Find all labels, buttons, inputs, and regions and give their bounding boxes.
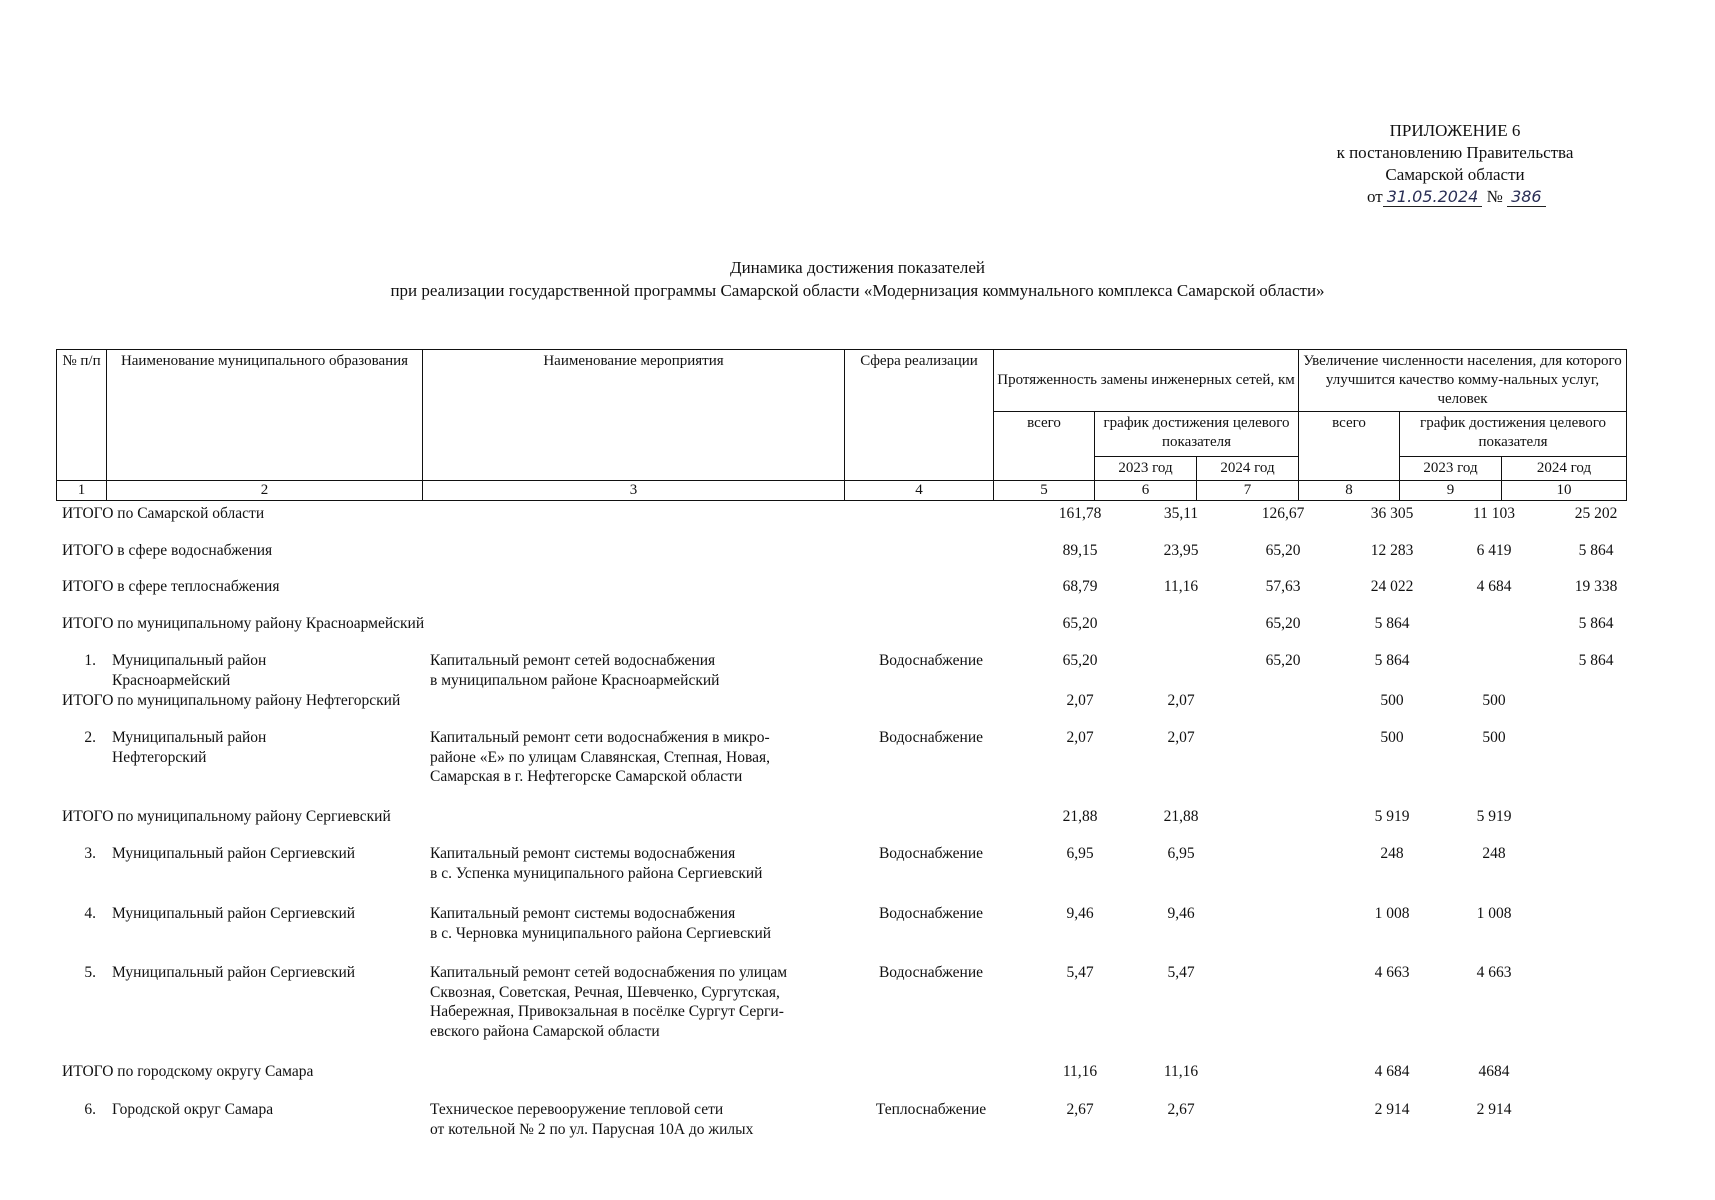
value-v10: 25 202 bbox=[1574, 505, 1618, 522]
municipality-line: Нефтегорский bbox=[112, 748, 207, 766]
value-v10: 5 864 bbox=[1578, 652, 1614, 669]
value-v8: 1 008 bbox=[1374, 905, 1410, 922]
document-heading bbox=[0, 256, 1715, 302]
total-row bbox=[56, 691, 1626, 728]
header-population-2023: 2023 год bbox=[1400, 457, 1502, 481]
handwritten-date: 31.05.2024 bbox=[1383, 187, 1483, 207]
activity-line: в муниципальном районе Красноармейский bbox=[430, 671, 720, 689]
col-number: 4 bbox=[845, 481, 994, 501]
total-row bbox=[56, 541, 1626, 578]
table-row bbox=[56, 1100, 1626, 1140]
col-number: 6 bbox=[1095, 481, 1197, 501]
value-v6: 11,16 bbox=[1163, 578, 1199, 595]
activity-name bbox=[430, 904, 850, 943]
indicator-table-header bbox=[56, 349, 1627, 501]
header-number-row bbox=[57, 481, 1627, 501]
header-col-activity: Наименование мероприятия bbox=[423, 350, 845, 481]
table-row bbox=[56, 651, 1626, 691]
value-v5: 9,46 bbox=[1066, 905, 1094, 922]
total-label: ИТОГО по Самарской области bbox=[62, 505, 265, 522]
handwritten-number: 386 bbox=[1507, 187, 1546, 207]
value-v10: 5 864 bbox=[1578, 615, 1614, 632]
municipality-name bbox=[112, 1100, 422, 1120]
value-v8: 4 684 bbox=[1374, 1063, 1410, 1080]
value-v8: 5 864 bbox=[1374, 615, 1410, 632]
col-number: 1 bbox=[57, 481, 107, 501]
value-v9: 2 914 bbox=[1476, 1101, 1512, 1118]
value-v6: 5,47 bbox=[1167, 964, 1195, 981]
value-v6: 9,46 bbox=[1167, 905, 1195, 922]
value-v8: 12 283 bbox=[1370, 542, 1414, 559]
value-v7: 65,20 bbox=[1265, 615, 1301, 632]
table-row bbox=[56, 963, 1626, 1062]
municipality-name bbox=[112, 904, 422, 924]
total-row bbox=[56, 577, 1626, 614]
activity-name bbox=[430, 963, 850, 1041]
row-number: 5. bbox=[84, 964, 96, 981]
value-v8: 36 305 bbox=[1370, 505, 1414, 522]
value-v5: 21,88 bbox=[1062, 808, 1098, 825]
activity-line: Капитальный ремонт сетей водоснабжения по улицам bbox=[430, 964, 788, 981]
municipality-line: Красноармейский bbox=[112, 671, 231, 689]
municipality-name bbox=[112, 844, 422, 864]
total-label: ИТОГО по городскому округу Самара bbox=[62, 1063, 314, 1080]
header-length-schedule: график достижения целевого показателя bbox=[1095, 412, 1299, 457]
col-number: 2 bbox=[107, 481, 423, 501]
value-v8: 2 914 bbox=[1374, 1101, 1410, 1118]
value-v5: 2,67 bbox=[1066, 1101, 1094, 1118]
value-v7: 126,67 bbox=[1261, 505, 1305, 522]
header-length-2023: 2023 год bbox=[1095, 457, 1197, 481]
activity-line: Набережная, Привокзальная в посёлке Сургут Серги- bbox=[430, 1003, 784, 1020]
value-v10: 19 338 bbox=[1574, 578, 1618, 595]
value-v8: 24 022 bbox=[1370, 578, 1414, 595]
value-v10: 5 864 bbox=[1578, 542, 1614, 559]
activity-line: Капитальный ремонт системы водоснабжения bbox=[430, 905, 736, 922]
value-v9: 500 bbox=[1482, 692, 1506, 709]
col-number: 9 bbox=[1400, 481, 1502, 501]
value-v9: 4 684 bbox=[1476, 578, 1512, 595]
municipality-line: Муниципальный район bbox=[112, 652, 267, 669]
activity-line: Сквозная, Советская, Речная, Шевченко, Сургутская, bbox=[430, 983, 780, 1001]
activity-line: евского района Самарской области bbox=[430, 1022, 660, 1040]
activity-name bbox=[430, 1100, 850, 1139]
municipality-name bbox=[112, 651, 422, 690]
heading-line-2: при реализации государственной программы Самарской области «Модернизация коммунального комплекса Самарской области» bbox=[390, 281, 1325, 300]
activity-name bbox=[430, 728, 850, 787]
sphere-value: Водоснабжение bbox=[878, 652, 984, 669]
header-population-schedule: график достижения целевого показателя bbox=[1400, 412, 1627, 457]
col-number: 7 bbox=[1197, 481, 1299, 501]
date-prefix: от bbox=[1367, 187, 1383, 206]
value-v5: 11,16 bbox=[1062, 1063, 1098, 1080]
table-row bbox=[56, 728, 1626, 807]
activity-line: Капитальный ремонт сети водоснабжения в микро- bbox=[430, 729, 770, 746]
value-v5: 2,07 bbox=[1066, 729, 1094, 746]
table-row bbox=[56, 904, 1626, 963]
value-v9: 6 419 bbox=[1476, 542, 1512, 559]
value-v6: 21,88 bbox=[1163, 808, 1199, 825]
activity-line: Техническое перевооружение тепловой сети bbox=[430, 1101, 724, 1118]
value-v6: 23,95 bbox=[1163, 542, 1199, 559]
value-v8: 248 bbox=[1380, 845, 1404, 862]
value-v9: 11 103 bbox=[1472, 505, 1516, 522]
value-v6: 6,95 bbox=[1167, 845, 1195, 862]
row-number: 1. bbox=[84, 652, 96, 669]
municipality-line: Муниципальный район Сергиевский bbox=[112, 905, 356, 922]
value-v6: 2,07 bbox=[1167, 729, 1195, 746]
activity-line: Капитальный ремонт сетей водоснабжения bbox=[430, 652, 716, 669]
heading-line-1: Динамика достижения показателей bbox=[729, 258, 986, 277]
value-v8: 5 864 bbox=[1374, 652, 1410, 669]
total-label: ИТОГО по муниципальному району Сергиевский bbox=[62, 808, 391, 825]
appendix-title: ПРИЛОЖЕНИЕ 6 bbox=[1389, 121, 1521, 140]
value-v5: 65,20 bbox=[1062, 615, 1098, 632]
activity-name bbox=[430, 651, 850, 690]
row-number: 4. bbox=[84, 905, 96, 922]
row-number: 2. bbox=[84, 729, 96, 746]
value-v5: 161,78 bbox=[1058, 505, 1102, 522]
header-col-sphere: Сфера реализации bbox=[845, 350, 994, 481]
header-length-2024: 2024 год bbox=[1197, 457, 1299, 481]
header-length-total: всего bbox=[994, 412, 1095, 481]
municipality-line: Муниципальный район Сергиевский bbox=[112, 845, 356, 862]
sphere-value: Водоснабжение bbox=[878, 905, 984, 922]
municipality-line: Городской округ Самара bbox=[112, 1101, 274, 1118]
sphere-value: Водоснабжение bbox=[878, 729, 984, 746]
row-number: 3. bbox=[84, 845, 96, 862]
value-v8: 4 663 bbox=[1374, 964, 1410, 981]
value-v5: 68,79 bbox=[1062, 578, 1098, 595]
total-label: ИТОГО по муниципальному району Нефтегорский bbox=[62, 692, 401, 709]
value-v6: 2,67 bbox=[1167, 1101, 1195, 1118]
municipality-line: Муниципальный район Сергиевский bbox=[112, 964, 356, 981]
col-number: 8 bbox=[1299, 481, 1400, 501]
value-v5: 2,07 bbox=[1066, 692, 1094, 709]
value-v5: 5,47 bbox=[1066, 964, 1094, 981]
total-row bbox=[56, 1062, 1626, 1100]
municipality-line: Муниципальный район bbox=[112, 729, 267, 746]
municipality-name bbox=[112, 963, 422, 983]
number-prefix: № bbox=[1486, 187, 1503, 206]
value-v8: 5 919 bbox=[1374, 808, 1410, 825]
value-v9: 500 bbox=[1482, 729, 1506, 746]
value-v9: 4 663 bbox=[1476, 964, 1512, 981]
value-v7: 57,63 bbox=[1265, 578, 1301, 595]
value-v6: 35,11 bbox=[1163, 505, 1199, 522]
value-v8: 500 bbox=[1380, 692, 1404, 709]
sphere-value: Водоснабжение bbox=[878, 964, 984, 981]
table-row bbox=[56, 844, 1626, 904]
total-label: ИТОГО в сфере водоснабжения bbox=[62, 542, 273, 559]
activity-line: в с. Успенка муниципального района Сергиевский bbox=[430, 864, 763, 882]
total-label: ИТОГО по муниципальному району Красноармейский bbox=[62, 615, 425, 632]
municipality-name bbox=[112, 728, 422, 767]
header-population-total: всего bbox=[1299, 412, 1400, 481]
value-v9: 1 008 bbox=[1476, 905, 1512, 922]
total-row bbox=[56, 504, 1626, 541]
activity-line: Самарская в г. Нефтегорске Самарской области bbox=[430, 768, 743, 785]
value-v9: 5 919 bbox=[1476, 808, 1512, 825]
row-number: 6. bbox=[84, 1101, 96, 1118]
activity-line: Капитальный ремонт системы водоснабжения bbox=[430, 845, 736, 862]
value-v7: 65,20 bbox=[1265, 652, 1301, 669]
total-row bbox=[56, 807, 1626, 844]
header-group-length: Протяженность замены инженерных сетей, км bbox=[994, 350, 1299, 412]
col-number: 5 bbox=[994, 481, 1095, 501]
header-col-num: № п/п bbox=[57, 350, 107, 481]
total-label: ИТОГО в сфере теплоснабжения bbox=[62, 578, 280, 595]
appendix-block bbox=[1295, 120, 1615, 208]
value-v5: 65,20 bbox=[1062, 652, 1098, 669]
appendix-date-line bbox=[1295, 186, 1615, 208]
value-v9: 4684 bbox=[1478, 1063, 1510, 1080]
header-population-2024: 2024 год bbox=[1502, 457, 1627, 481]
value-v5: 89,15 bbox=[1062, 542, 1098, 559]
value-v6: 2,07 bbox=[1167, 692, 1195, 709]
total-row bbox=[56, 614, 1626, 651]
activity-line: в с. Черновка муниципального района Сергиевский bbox=[430, 924, 772, 942]
activity-name bbox=[430, 844, 850, 883]
activity-line: районе «Е» по улицам Славянская, Степная, Новая, bbox=[430, 748, 770, 766]
value-v9: 248 bbox=[1482, 845, 1506, 862]
value-v5: 6,95 bbox=[1066, 845, 1094, 862]
sphere-value: Водоснабжение bbox=[878, 845, 984, 862]
value-v8: 500 bbox=[1380, 729, 1404, 746]
activity-line: от котельной № 2 по ул. Парусная 10А до жилых bbox=[430, 1120, 754, 1138]
header-col-municipality: Наименование муниципального образования bbox=[107, 350, 423, 481]
appendix-line-1: к постановлению Правительства bbox=[1336, 143, 1574, 162]
sphere-value: Теплоснабжение bbox=[875, 1101, 987, 1118]
header-group-population: Увеличение численности населения, для которого улучшится качество комму-нальных услуг, человек bbox=[1299, 350, 1627, 412]
col-number: 3 bbox=[423, 481, 845, 501]
value-v7: 65,20 bbox=[1265, 542, 1301, 559]
appendix-line-2: Самарской области bbox=[1385, 165, 1525, 184]
value-v6: 11,16 bbox=[1163, 1063, 1199, 1080]
col-number: 10 bbox=[1502, 481, 1627, 501]
